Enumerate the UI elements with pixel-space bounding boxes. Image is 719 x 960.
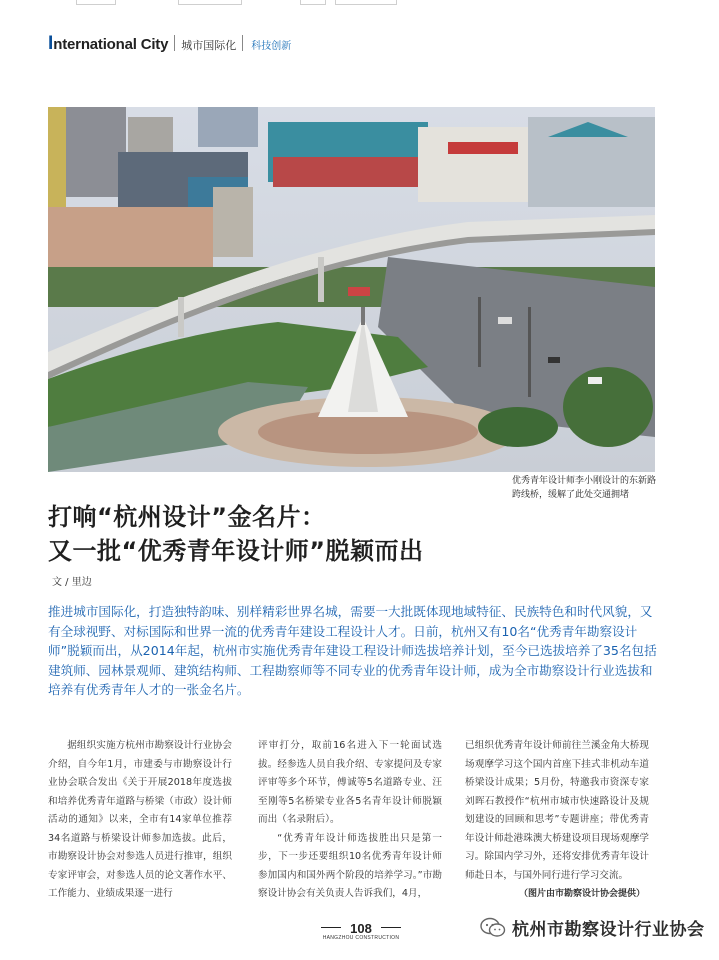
header-title: nternational City [53, 36, 169, 53]
watermark-text: 杭州市勘察设计行业协会 [512, 920, 705, 940]
body-column-2 [258, 737, 442, 904]
overpass-photo [48, 107, 655, 472]
header-initial: I [48, 33, 54, 54]
photo-credit: （图片由市勘察设计协会提供） [518, 889, 645, 899]
body-paragraph: “优秀青年设计师选拔胜出只是第一步，下一步还要组织10名优秀青年设计师参加国内和国外两个阶段的培养学习。”市勘察设计协会有关负责人告诉我们，4月， [258, 832, 442, 899]
photo-caption: 优秀青年设计师李小刚设计的东新路跨线桥，缓解了此处交通拥堵 [512, 476, 657, 500]
page-rule-right [381, 927, 401, 928]
body-column-3 [465, 737, 649, 904]
header-section-cn: 城市国际化 [181, 39, 237, 52]
body-paragraph: 评审打分，取前16名进入下一轮面试选拔。经参选人员自我介绍、专家提问及专家评审等多个环节，傅诚等5名道路专业、汪至刚等5名桥梁专业各5名青年设计师脱颖而出（名录附后）。 [258, 740, 442, 825]
section-header [48, 33, 291, 53]
watermark [480, 915, 705, 940]
page-number [321, 918, 401, 941]
header-divider-2 [242, 35, 243, 51]
article-author: 文 / 里边 [52, 577, 92, 588]
wechat-icon [480, 917, 506, 939]
page-number-value: 108 [350, 921, 372, 936]
article-intro: 推进城市国际化，打造独特韵味、别样精彩世界名城，需要一大批既体现地域特征、民族特色和时代风貌，又有全球视野、对标国际和世界一流的优秀青年建设工程设计人才。日前，杭州又有10名“优秀青年勘察设计师”脱颖而出，从2014年起，杭州市实施优秀青年建设工程设计师选拔培养计划，至今已选拔培养了35名包括建筑师、园林景观师、建筑结构师、工程勘察师等不同专业的优秀青年设计师，成为全市勘察设计行业选拔和培养有优秀青年人才的一张金名片。 [48, 604, 657, 697]
article-title [48, 500, 424, 568]
body-paragraph: 已组织优秀青年设计师前往兰溪金角大桥现场观摩学习这个国内首座下挂式非机动车道桥梁设计成果；5月份，特邀我市资深专家刘晖石教授作“杭州市城市快速路设计及规划建设的回顾和思考”专题讲座；带优秀青年设计师赴港珠澳大桥建设项目现场观摩学习。除国内学习外，还将安排优秀青年设计师赴日本，与国外同行进行学习交流。 [465, 740, 649, 881]
article-title-line-1: 打响“杭州设计”金名片： [48, 503, 326, 531]
body-column-1 [48, 737, 232, 904]
header-subsection: 科技创新 [251, 41, 292, 52]
page-rule-left [321, 927, 341, 928]
article-title-line-2: 又一批“优秀青年设计师”脱颖而出 [48, 537, 424, 565]
body-paragraph: 据组织实施方杭州市勘察设计行业协会介绍，自今年1月，市建委与市勘察设计行业协会联合发出《关于开展2018年度选拔和培养优秀青年道路与桥梁（市政）设计师活动的通知》以来，全市有14家单位推荐34名道路与桥梁设计师参加选拔。此后，市勘察设计协会对参选人员进行推审，组织专家评审会，对参选人员的论文著作水平、工作能力、业绩成果逐一进行 [48, 740, 232, 899]
top-crop-strip [0, 0, 719, 6]
page-publication: HANGZHOU CONSTRUCTION [322, 935, 400, 941]
header-divider [174, 35, 175, 51]
